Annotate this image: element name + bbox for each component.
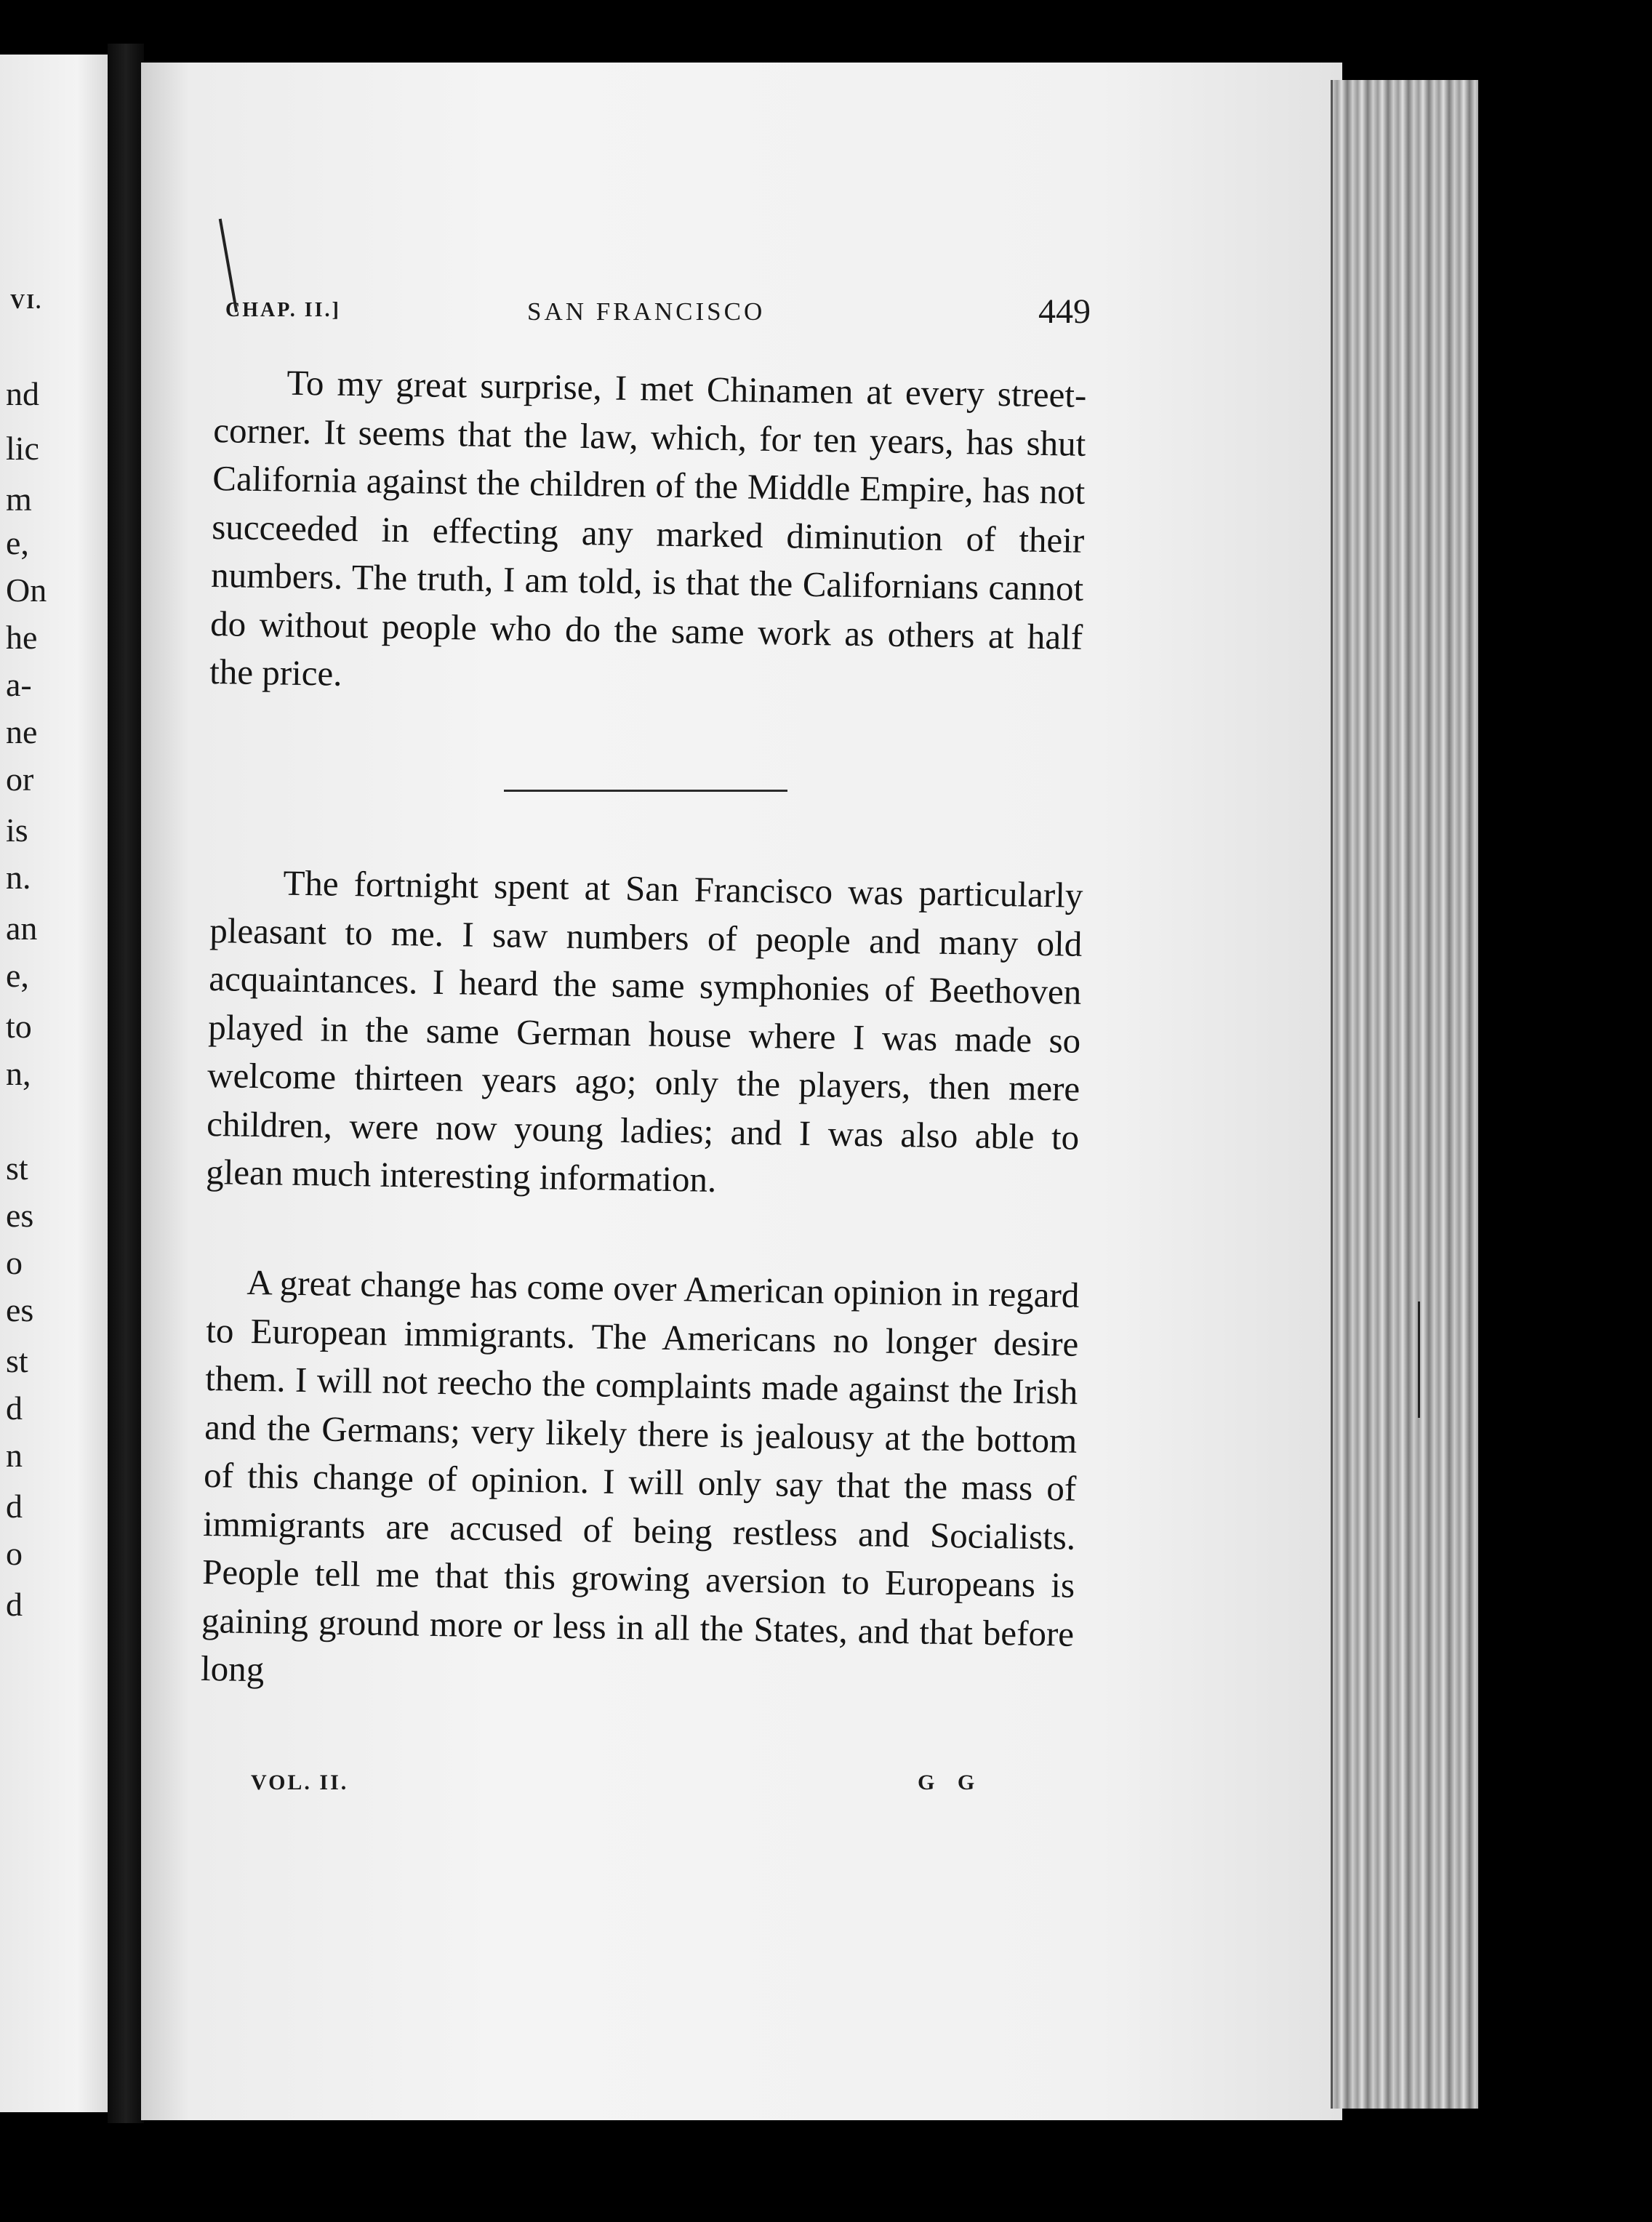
page-edges <box>1331 80 1478 2109</box>
left-page-line: e, <box>6 957 29 994</box>
left-page-line: es <box>6 1291 34 1328</box>
gathering-signature: G G <box>918 1770 984 1794</box>
running-head <box>225 294 1091 338</box>
left-page-line: ne <box>6 713 38 750</box>
left-page-header: VI. <box>10 291 43 313</box>
paragraph-2-text: The fortnight spent at San Francisco was particularly pleasant to me. I saw numbers of people and many old acquaintances. I heard the same symphonies of Beethoven played in the same German house where I was made so welcome thirteen years ago; only the players, then mere children, were now young ladies; and I was also able to glean much interesting information. <box>205 862 1083 1200</box>
left-page-line: e, <box>6 524 29 561</box>
volume-signature: VOL. II. <box>251 1770 349 1794</box>
chapter-label: CHAP. II.] <box>225 299 341 321</box>
paragraph-3 <box>201 1258 1080 1706</box>
left-page-line: st <box>6 1342 28 1379</box>
left-page-line: to <box>6 1008 32 1045</box>
paragraph-1 <box>209 358 1087 710</box>
margin-line-mark <box>1418 1301 1420 1418</box>
book-gutter <box>108 44 144 2123</box>
left-page-line: n. <box>6 859 31 896</box>
left-page-line: d <box>6 1389 23 1427</box>
left-page-line: is <box>6 811 28 849</box>
left-page-line: o <box>6 1244 23 1281</box>
page-number: 449 <box>1038 292 1091 331</box>
left-page-line: o <box>6 1535 23 1572</box>
left-page-line: st <box>6 1150 28 1187</box>
paragraph-2 <box>206 858 1083 1210</box>
left-page-line: On <box>6 571 47 609</box>
left-page-line: lic <box>6 430 39 467</box>
left-page-line: n, <box>6 1055 31 1092</box>
left-page-line: d <box>6 1488 23 1525</box>
left-page-line: es <box>6 1197 34 1234</box>
paragraph-1-text: To my great surprise, I met Chinamen at every street-corner. It seems that the law, which, for ten years, has shut California against the children of the Middle Empire, has not succeeded in effecting any marked diminution of their numbers. The truth, I am told, is that the Californians cannot do without people who do the same work as others at half the price. <box>209 362 1087 694</box>
left-page-line: or <box>6 761 34 798</box>
left-page-line: nd <box>6 375 39 412</box>
left-page-line: an <box>6 910 38 947</box>
previous-page-fragment <box>0 55 111 2112</box>
left-page-line: m <box>6 481 32 518</box>
left-page-line: he <box>6 619 38 656</box>
section-rule <box>504 790 787 792</box>
paragraph-3-text: A great change has come over American opinion in regard to European immigrants. The Americans no longer desire them. I will not reecho the complaints made against the Irish and the Germans; very likely there is jealousy at the bottom of this change of opinion. I will only say that the mass of immigrants are accused of being restless and Socialists. People tell me that this growing aversion to Europeans is gaining ground more or less in all the States, and that before long <box>200 1262 1080 1690</box>
left-page-line: d <box>6 1586 23 1623</box>
running-title: SAN FRANCISCO <box>527 297 766 326</box>
left-page-line: a- <box>6 666 32 703</box>
left-page-line: n <box>6 1437 23 1474</box>
